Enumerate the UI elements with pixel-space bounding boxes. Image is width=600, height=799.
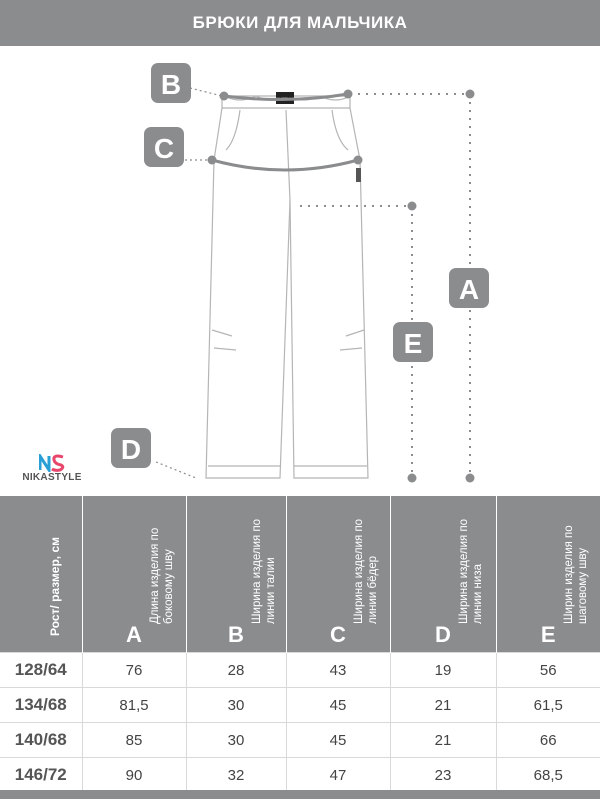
value-cell: 56: [496, 653, 600, 688]
value-cell: 43: [286, 653, 390, 688]
brand-name: NIKASTYLE: [22, 472, 82, 483]
table-header-row: [0, 496, 600, 653]
header-label: Ширина изделия по линии бёдер: [353, 518, 379, 624]
page-title: БРЮКИ ДЛЯ МАЛЬЧИКА: [0, 0, 600, 46]
value-cell: 68,5: [496, 758, 600, 793]
value-cell: 47: [286, 758, 390, 793]
marker-a-label: A: [458, 274, 480, 305]
measurement-lines: [153, 88, 470, 478]
header-col-b: [186, 496, 286, 653]
brand-logo-icon: [39, 454, 65, 472]
value-cell: 81,5: [82, 688, 186, 723]
value-cell: 61,5: [496, 688, 600, 723]
pants-measurement-diagram: [0, 46, 600, 496]
measurement-dots: [208, 90, 475, 483]
size-cell: 128/64: [0, 653, 82, 688]
table-row: [0, 758, 600, 793]
size-cell: 134/68: [0, 688, 82, 723]
size-cell: 146/72: [0, 758, 82, 793]
header-size-label: Рост/ размер, см: [47, 536, 62, 636]
value-cell: 45: [286, 688, 390, 723]
value-cell: 21: [390, 688, 496, 723]
value-cell: 66: [496, 723, 600, 758]
table-row: [0, 653, 600, 688]
pants-outline: [206, 96, 368, 478]
header-letter: E: [540, 622, 556, 647]
header-label: Ширина изделия по линии талии: [251, 518, 277, 624]
header-letter: A: [126, 622, 142, 647]
value-cell: 23: [390, 758, 496, 793]
header-size: [0, 496, 82, 653]
marker-e-label: E: [403, 328, 423, 359]
table-row: [0, 723, 600, 758]
brand-block: [22, 454, 82, 483]
header-label: Ширин изделия по шаговому шву: [563, 525, 590, 624]
value-cell: 76: [82, 653, 186, 688]
value-cell: 21: [390, 723, 496, 758]
table-row: [0, 688, 600, 723]
value-cell: 90: [82, 758, 186, 793]
size-cell: 140/68: [0, 723, 82, 758]
value-cell: 19: [390, 653, 496, 688]
header-label: Ширина изделия по линии низа: [458, 518, 484, 624]
header-letter: D: [435, 622, 451, 647]
header-letter: C: [330, 622, 346, 647]
marker-c-label: C: [153, 133, 175, 164]
header-label: Длина изделия по боковому шву: [149, 527, 175, 624]
value-cell: 32: [186, 758, 286, 793]
header-letter: B: [228, 622, 244, 647]
value-cell: 30: [186, 723, 286, 758]
value-cell: 30: [186, 688, 286, 723]
header-col-d: [390, 496, 496, 653]
footer-bar: [0, 790, 600, 799]
value-cell: 85: [82, 723, 186, 758]
value-cell: 45: [286, 723, 390, 758]
value-cell: 28: [186, 653, 286, 688]
header-col-a: [82, 496, 186, 653]
header-col-e: [496, 496, 600, 653]
marker-b-label: B: [160, 69, 182, 100]
marker-d-label: D: [120, 434, 142, 465]
brand-tag-label: NIKSTYLE: [275, 96, 295, 101]
header-col-c: [286, 496, 390, 653]
size-table: [0, 496, 600, 792]
